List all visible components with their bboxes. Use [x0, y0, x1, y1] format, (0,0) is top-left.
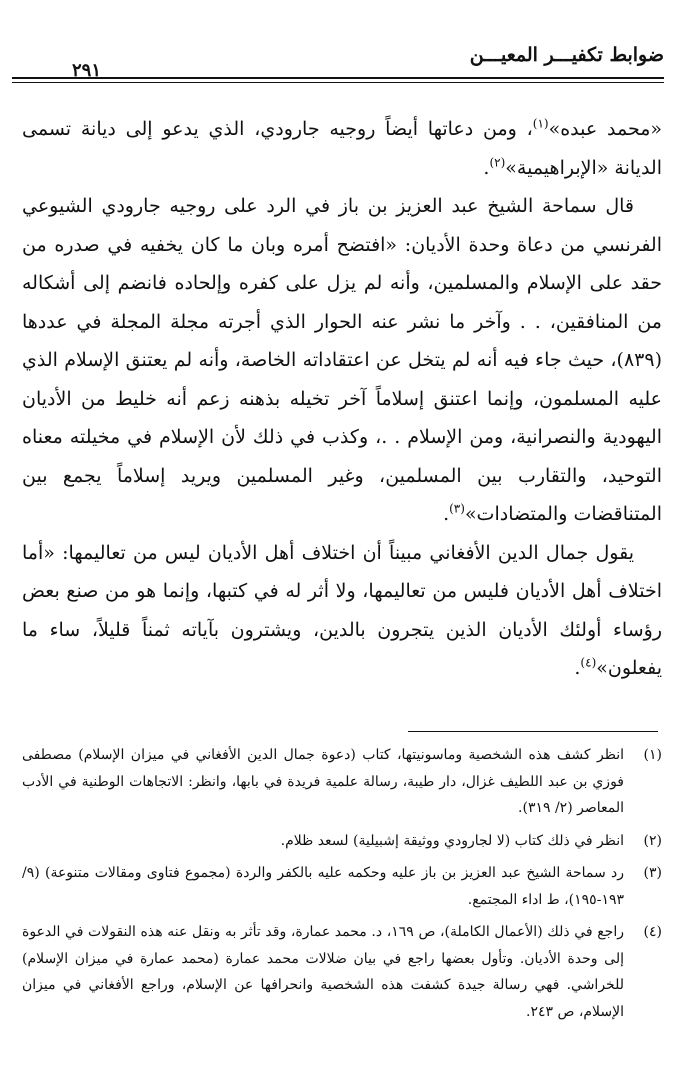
footnote-text: انظر كشف هذه الشخصية وماسونيتها، كتاب (دعوة جمال الدين الأفغاني في ميزان الإسلام) مصطفى فوزي بن عبد اللطيف غزال، دار طيبة، رسالة علمية فريدة في بابها، وانظر: الاتجاهات الوطنية في الأدب المعاصر (٢/ ٣١٩).	[22, 747, 624, 816]
footnote-text: راجع في ذلك (الأعمال الكاملة)، ص ١٦٩، د. محمد عمارة، وقد تأثر به ونقل عنه هذه النقولات في الدعوة إلى وحدة الأديان. وتأول بعضها راجع في بيان ضلالات محمد عمارة (محمد عمارة في ميزان الإسلام) للخراشي. فهي رسالة جيدة كشفت هذه الشخصية وانحرافها عن الإسلام، وراجع الأفغاني في ميزان الإسلام، ص ٢٤٣.	[22, 924, 624, 1020]
paragraph-text: «محمد عبده»	[548, 118, 663, 140]
header-rule	[12, 77, 664, 79]
paragraph-text: .	[483, 156, 490, 179]
footnote-1	[22, 742, 662, 822]
footnote-number: (١)	[643, 747, 662, 763]
page-number: ٢٩١	[72, 60, 102, 81]
paragraph-text: .	[443, 503, 450, 525]
paragraph-2	[22, 187, 662, 534]
footnotes	[22, 742, 662, 1031]
header-rule-thin	[12, 82, 664, 83]
paragraph-text: ، ومن دعاتها أيضاً روجيه جارودي، الذي يدعو إلى ديانة تسمى الديانة «الإبراهيمية»	[22, 118, 662, 179]
footnote-text: رد سماحة الشيخ عبد العزيز بن باز عليه وحكمه عليه بالكفر والردة (مجموع فتاوى ومقالات متنوعة) (٩/ ١٩٣-١٩٥)، ط اداء المجتمع.	[22, 865, 624, 908]
footnote-number: (٤)	[643, 924, 662, 940]
running-title: ضوابط تكفيـــر المعيـــن	[469, 44, 664, 66]
footnote-4	[22, 919, 662, 1025]
paragraph-text: يقول جمال الدين الأفغاني مبيناً أن اختلاف أهل الأديان ليس من تعاليمها: «أما اختلاف أهل الأديان فليس من تعاليمها، ولا أثر له في كتبها، وإنما هو من صنع بعض رؤساء أولئك الأديان الذين يتجرون بالدين، ويشترون بآياته ثمناً قليلاً، ساء ما يفعلون»	[22, 541, 662, 679]
footnote-reference: (٣)	[449, 501, 465, 516]
body-text	[22, 110, 662, 688]
footnote-separator	[408, 731, 658, 732]
footnote-number: (٣)	[643, 865, 662, 881]
footnote-3	[22, 860, 662, 913]
footnote-reference: (٤)	[580, 655, 597, 670]
page-header	[12, 44, 664, 80]
paragraph-1	[22, 110, 662, 187]
footnote-2	[22, 828, 662, 855]
footnote-text: انظر في ذلك كتاب (لا لجارودي ووثيقة إشبيلية) لسعد ظلام.	[280, 832, 624, 849]
footnote-number: (٢)	[643, 832, 662, 849]
paragraph-text: قال سماحة الشيخ عبد العزيز بن باز في الرد على روجيه جارودي الشيوعي الفرنسي من دعاة وحدة الأديان: «افتضح أمره وبان ما كان يخفيه في صدره من حقد على الإسلام والمسلمين، وأنه لم يزل على كفره وإلحاده فانضم إلى أشكاله من المنافقين، . . وآخر ما نشر عنه الحوار الذي أجرته مجلة المجلة في عددها (٨٣٩)، حيث جاء فيه أنه لم يتخل عن اعتقاداته الخاصة، وأنه لم يعتنق الإسلام الذي عليه المسلمون، وإنما اعتنق إسلاماً آخر تخيله بذهنه زعم أنه خليط من الأديان اليهودية والنصرانية، ومن الإسلام . .، وكذب في ذلك لأن الإسلام في مخيلته معناه التوحيد، والتقارب بين المسلمين، وغير المسلمين ويريد إسلاماً يجمع بين المتناقضات والمتضادات»	[22, 195, 662, 525]
footnote-reference: (١)	[532, 116, 549, 131]
paragraph-text: .	[574, 657, 581, 679]
paragraph-3	[22, 534, 662, 688]
footnote-reference: (٢)	[489, 155, 506, 170]
